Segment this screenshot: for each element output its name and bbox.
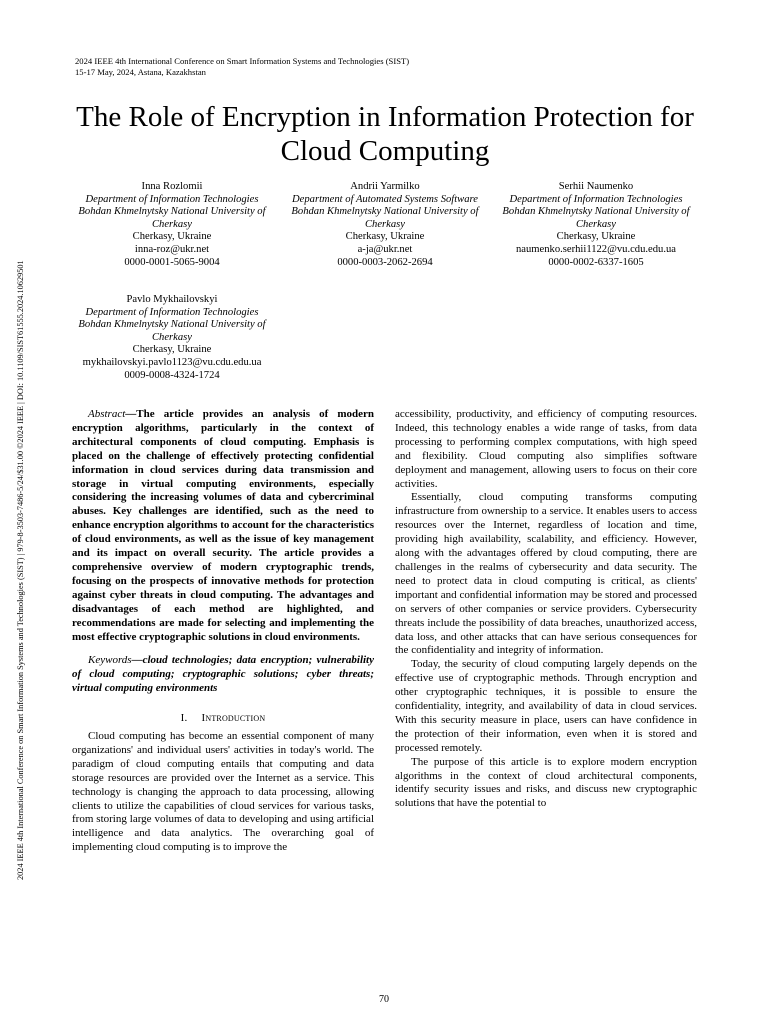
author-orcid: 0000-0003-2062-2694: [337, 256, 433, 268]
author-block: [496, 181, 696, 269]
page-number: 70: [379, 994, 389, 1005]
keywords: [72, 654, 374, 696]
body-paragraph: Today, the security of cloud computing largely depends on the effective use of cryptographic methods. Through encryption and other cryptographic techniques, it is possible to ensure the confidentiality, integrity, and availability of data in cloud services. With this security measure in place, users can have confidence in the protection of their information, even when it is stored and processed remotely.: [395, 658, 697, 754]
author-orcid: 0000-0001-5065-9004: [124, 256, 220, 268]
paper-title: The Role of Encryption in Information Protection for Cloud Computing: [76, 101, 694, 167]
author-city: Cherkasy, Ukraine: [132, 344, 212, 356]
author-name: Inna Rozlomii: [141, 181, 203, 192]
abstract: [72, 408, 374, 644]
body-paragraph: The purpose of this article is to explore modern encryption algorithms in the context of cloud architectural components, identify security issues and risks, and discuss new cryptographic solutions that have the potential to: [395, 755, 697, 810]
abstract-lead: Abstract: [88, 408, 126, 420]
author-city: Cherkasy, Ukraine: [132, 231, 212, 243]
author-university: Bohdan Khmelnytsky National University of Cherkasy: [502, 206, 690, 230]
author-email: inna-roz@ukr.net: [134, 243, 210, 255]
author-name: Serhii Naumenko: [558, 181, 634, 192]
author-block: [72, 294, 272, 382]
author-email: a-ja@ukr.net: [357, 243, 413, 255]
author-university: Bohdan Khmelnytsky National University of Cherkasy: [291, 206, 479, 230]
left-column: [72, 408, 374, 855]
author-name: Andrii Yarmilko: [350, 181, 420, 192]
author-department: Department of Information Technologies: [85, 306, 259, 318]
side-identifier: 2024 IEEE 4th International Conference on Smart Information Systems and Technologies (SIST) | 979-8-3503-7486-5/24/$31.00 ©2024 IEEE | DOI: 10.1109/SIST61555.2024.10629501: [16, 260, 25, 880]
body-paragraph-continued: accessibility, productivity, and efficiency of computing resources. Indeed, this technology enables a wide range of tasks, from data processing to performing complex computations, with high speed and flexibility. Cloud computing also simplifies software deployment and management, allowing users to focus on their core activities.: [395, 408, 697, 490]
author-department: Department of Automated Systems Software: [292, 193, 478, 205]
author-orcid: 0009-0008-4324-1724: [124, 369, 220, 381]
body-paragraph: Essentially, cloud computing transforms computing infrastructure from ownership to a service. It enables users to access resources over the Internet, regardless of location and time, providing high availability, scalability, and efficiency. However, along with the advantages offered by cloud computing, there are challenges in the realms of cybersecurity and data security. The need to protect data in cloud computing is critical, as clients' important and confidential information may be stored and processed on servers of other companies or service providers. Cybersecurity threats include the possibility of data breaches, unauthorized access, data loss, and other attacks that can have serious consequences for the confidentiality and integrity of information.: [395, 491, 697, 657]
right-column: [395, 408, 697, 811]
keywords-lead: Keywords: [88, 654, 132, 667]
author-department: Department of Information Technologies: [509, 193, 683, 205]
conference-name: 2024 IEEE 4th International Conference on Smart Information Systems and Technologies (SIST): [75, 56, 410, 66]
author-block: [285, 181, 485, 269]
author-name: Pavlo Mykhailovskyi: [126, 294, 218, 305]
author-department: Department of Information Technologies: [85, 193, 259, 205]
keywords-text: —cloud technologies; data encryption; vulnerability of cloud computing; cryptographic solutions; cyber threats; virtual computing environments: [72, 654, 374, 695]
author-orcid: 0000-0002-6337-1605: [548, 256, 644, 268]
section-number: I.: [180, 712, 188, 725]
section-heading: [72, 712, 374, 726]
author-city: Cherkasy, Ukraine: [556, 231, 636, 243]
author-city: Cherkasy, Ukraine: [345, 231, 425, 243]
author-university: Bohdan Khmelnytsky National University of Cherkasy: [78, 206, 266, 230]
body-paragraph: Cloud computing has become an essential component of many organizations' and individual users' activities in today's world. The paradigm of cloud computing entails that computing and data storage resources are provided over the Internet as a service. This technology is changing the approach to data processing, allowing clients to utilize the capabilities of cloud services for various tasks, from storing large volumes of data to developing and using artificial intelligence and data analytics. The overarching goal of implementing cloud computing is to improve the: [72, 730, 374, 854]
abstract-text: —The article provides an analysis of modern encryption algorithms, particularly in the context of architectural components of cloud computing. Emphasis is placed on the challenge of effectively protecting confidential information in cloud services during data transmission and storage in virtual computing environments, especially considering the increasing volumes of data and cybercriminal abuses. Key challenges are identified, such as the need to enhance encryption algorithms to account for the characteristics of cloud environments, as well as the issue of key management and its impact on overall security. The article provides a comprehensive overview of modern cryptographic trends, focusing on the prospects of innovative methods for protection against cyber threats in cloud computing. The advantages and disadvantages of each method are highlighted, and recommendations are made for selecting and implementing the most effective cryptographic solutions in cloud environments.: [72, 408, 374, 643]
author-block: [72, 181, 272, 269]
conference-date-place: 15-17 May, 2024, Astana, Kazakhstan: [75, 67, 206, 77]
conference-header: [75, 56, 409, 78]
section-title: Introduction: [201, 712, 266, 725]
author-email: mykhailovskyi.pavlo1123@vu.cdu.edu.ua: [82, 356, 262, 368]
author-email: naumenko.serhii1122@vu.cdu.edu.ua: [516, 243, 676, 255]
author-university: Bohdan Khmelnytsky National University of Cherkasy: [78, 319, 266, 343]
